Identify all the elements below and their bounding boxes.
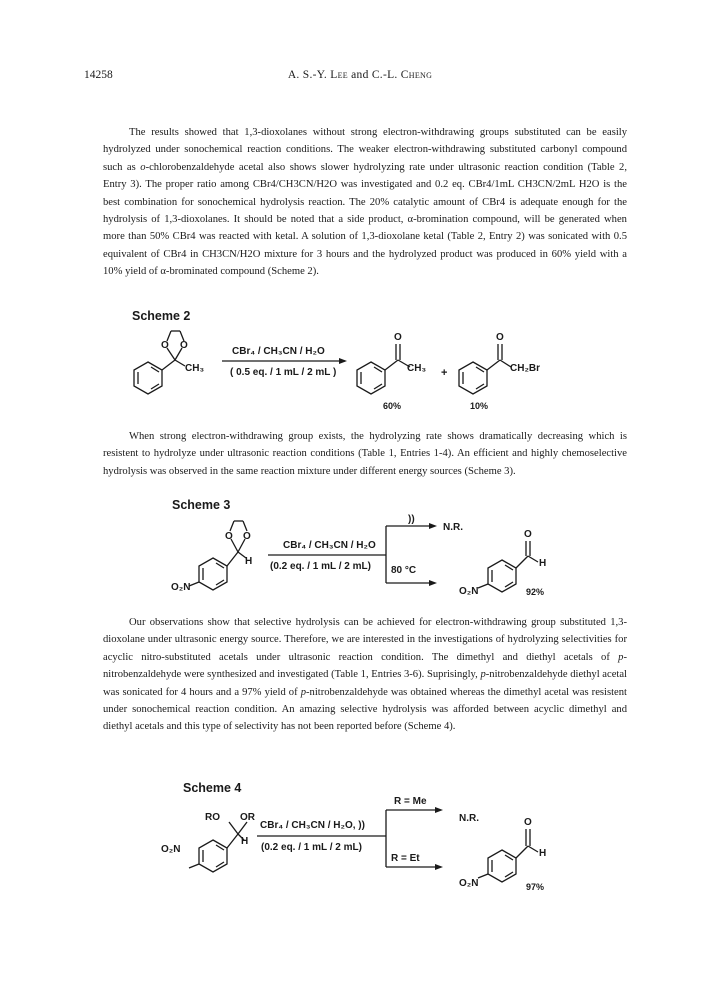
scheme-3-label: Scheme 3: [172, 498, 231, 512]
ultrasound-symbol: )): [408, 514, 415, 525]
scheme2-conditions: ( 0.5 eq. / 1 mL / 2 mL ): [230, 367, 337, 378]
scheme-2-label: Scheme 2: [132, 309, 191, 323]
prod1-o: O: [394, 332, 402, 343]
prod3-o: O: [524, 529, 532, 540]
paragraph-3: Our observations show that selective hydrolysis can be achieved for electron-withdrawing group substituted 1,3-dioxolane under ultrasonic energy source. Therefore, we are interested in the investigations of hydrolyzing selectivities for acyclic nitro-substituted acetals under ultrasonic reaction condition. The dimethyl and diethyl acetals of p-nitrobenzaldehyde were synthesized and investigated (Table 1, Entries 3-6). Suprisingly, p-nitrobenzaldehyde diethyl acetal was sonicated for 4 hours and a 97% yield of p-nitrobenzaldehyde was obtained whereas the dimethyl acetal was resistent under sonochemical reaction condition. An amazing selective hydrolysis was afforded between acyclic dimethyl and diethyl acetals and this type of selectivity has not been reported before (Scheme 4).: [103, 617, 628, 733]
scheme4-r-et: R = Et: [391, 853, 420, 864]
sm4-or: OR: [240, 812, 255, 823]
page-number: 14258: [84, 69, 113, 81]
prod4-h: H: [539, 848, 547, 859]
prod1-benzene-ring: [357, 362, 385, 394]
scheme4-conditions: (0.2 eq. / 1 mL / 2 mL): [261, 842, 362, 853]
scheme2-reagents: CBr₄ / CH₃CN / H₂O: [232, 346, 325, 357]
yield-10: 10%: [470, 401, 489, 411]
prod2-ch2br: CH₂Br: [510, 363, 540, 374]
scheme-4-diagram: [0, 792, 720, 892]
scheme3-heat: 80 °C: [391, 565, 417, 576]
scheme4-nr: N.R.: [459, 813, 479, 824]
sm-benzene-ring: [134, 362, 162, 394]
yield-60: 60%: [383, 401, 402, 411]
prod3-o2n: O₂N: [459, 586, 479, 597]
scheme-2-diagram: [0, 320, 720, 410]
scheme3-nr: N.R.: [443, 522, 463, 533]
yield-92: 92%: [526, 587, 545, 597]
sm4-h: H: [241, 836, 249, 847]
sm3-ring-o1: O: [225, 531, 233, 542]
scheme3-reagents: CBr₄ / CH₃CN / H₂O: [283, 540, 376, 551]
sm3-benzene-ring: [199, 558, 227, 590]
sm4-o2n: O₂N: [161, 844, 181, 855]
prod4-benzene-ring: [488, 850, 516, 882]
sm-ch3: CH₃: [185, 363, 205, 374]
prod2-o: O: [496, 332, 504, 343]
sm-ring-o1: O: [161, 340, 169, 351]
sm3-h: H: [245, 556, 253, 567]
sm-ring-o2: O: [180, 340, 188, 351]
prod4-o: O: [524, 817, 532, 828]
scheme3-conditions: (0.2 eq. / 1 mL / 2 mL): [270, 561, 371, 572]
prod1-ch3: CH₃: [407, 363, 427, 374]
plus-sign: +: [441, 367, 448, 379]
prod3-benzene-ring: [488, 560, 516, 592]
scheme-4-label: Scheme 4: [183, 781, 242, 795]
scheme4-reagents: CBr₄ / CH₃CN / H₂O, )): [260, 820, 365, 831]
paragraph-2: When strong electron-withdrawing group exists, the hydrolyzing rate shows dramatically decreasing which is resistent to hydrolyze under ultrasonic reaction conditions (Table 1, Entries 1-4). An efficient and highly chemoselective hydrolysis was observed in the same reaction mixture under different energy sources (Scheme 3).: [103, 431, 627, 477]
prod2-benzene-ring: [459, 362, 487, 394]
sm3-o2n: O₂N: [171, 582, 191, 593]
sm4-benzene-ring: [199, 840, 227, 872]
scheme-3-diagram: [0, 506, 720, 596]
scheme4-r-me: R = Me: [394, 796, 427, 807]
yield-97: 97%: [526, 882, 545, 892]
prod3-h: H: [539, 558, 547, 569]
sm3-ring-o2: O: [243, 531, 251, 542]
running-header-authors: A. S.-Y. Lee and C.-L. Cheng: [287, 69, 433, 81]
paragraph-1: The results showed that 1,3-dioxolanes without strong electron-withdrawing groups substituted can be easily hydrolyzed under sonochemical reaction conditions. The weaker electron-withdrawing substituted carbonyl compound such as o-chlorobenzaldehyde acetal also shows slower hydrolyzing rate under ultrasonic reaction condition (Table 2, Entry 3). The proper ratio among CBr4/CH3CN/H2O was investigated and 0.2 eq. CBr4/1mL CH3CN/2mL H2O is the best combination for sonochemical hydrolysis reaction. The 20% catalytic amount of CBr4 is adequate enough for the hydrolysis of 1,3-dioxolanes. It should be noted that a side product, α-bromination compound, will be generated when more than 50% CBr4 was reacted with ketal. A solution of 1,3-dioxolane ketal (Table 2, Entry 2) was sonicated with 0.5 equivalent of CBr4 in CH3CN/H2O mixture for 3 hours and the hydrolyzed product was produced in 60% yield with a 10% yield of α-brominated compound (Scheme 2).: [103, 127, 628, 278]
sm4-ro: RO: [205, 812, 220, 823]
prod4-o2n: O₂N: [459, 878, 479, 889]
